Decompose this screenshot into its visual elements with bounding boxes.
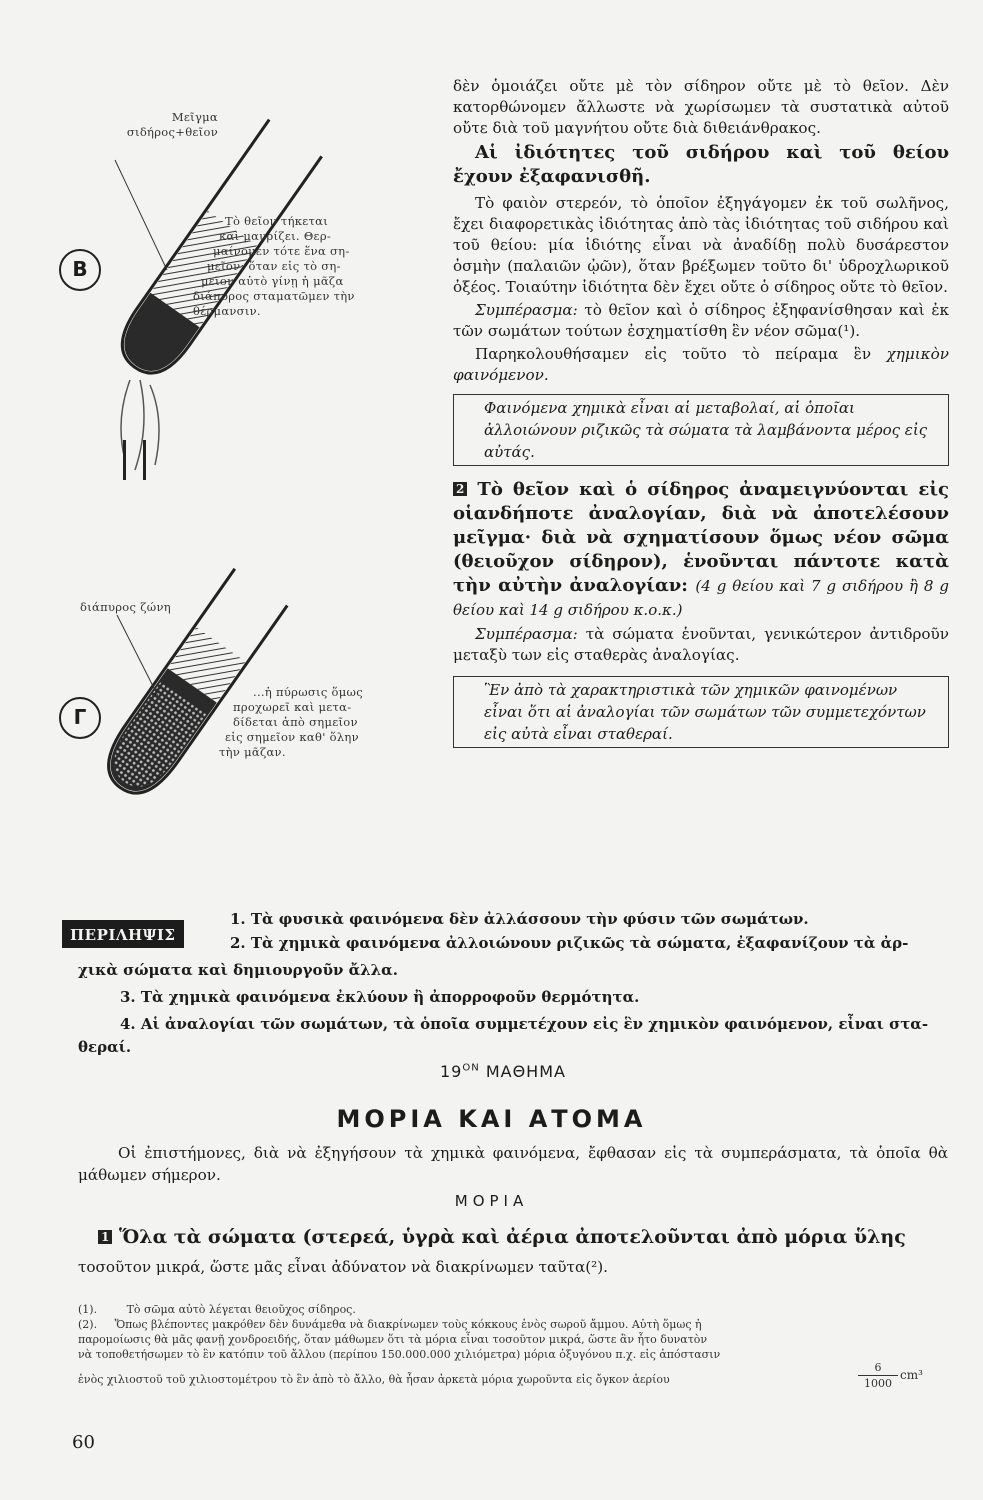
- summary-item-4a: 4. Αἱ ἀναλογίαι τῶν σωμάτων, τὰ ὁποῖα συμμετέχουν εἰς ἓν χημικὸν φαινόμενον, εἶναι στα-: [120, 1015, 929, 1033]
- figure-b-caption-line: μεῖον: ὅταν εἰς τὸ ση-: [207, 259, 341, 273]
- figure-g-caption-line: προχωρεῖ καὶ μετα-: [233, 700, 352, 714]
- summary-item-4b: θεραί.: [78, 1038, 132, 1056]
- figure-b-caption-line: θέρμανσιν.: [193, 304, 261, 318]
- lesson-number-value: 19: [440, 1062, 463, 1081]
- summary-item-1: 1. Τὰ φυσικὰ φαινόμενα δὲν ἀλλάσσουν τὴν φύσιν τῶν σωμάτων.: [230, 910, 809, 928]
- figure-b-caption-line: διάπυρος σταματῶμεν τὴν: [193, 289, 355, 303]
- conclusion-text: τὸ θεῖον καὶ ὁ σίδηρος ἐξηφανίσθησαν καὶ ἐκ τῶν σωμάτων τούτων ἐσχηματίσθη ἓν νέον σῶμα(¹).: [453, 301, 949, 340]
- fraction-numerator: 6: [858, 1360, 898, 1376]
- footnote-2-last: [78, 1372, 670, 1387]
- figure-g-caption-line: τὴν μᾶζαν.: [219, 745, 286, 759]
- lesson-number: [440, 1062, 566, 1081]
- conclusion-label: Συμπέρασμα:: [475, 625, 578, 643]
- figure-g-caption-line: εἰς σημεῖον καθ' ὅλην: [225, 730, 359, 744]
- right-column: [453, 76, 949, 748]
- conclusion-text: τὰ σώματα ἑνοῦνται, γενικώτερον ἀντιδροῦν μεταξὺ των εἰς σταθερὰς ἀναλογίας.: [453, 625, 949, 664]
- figure-g-caption: [205, 685, 435, 760]
- figure-b-caption-line: μεῖον αὐτὸ γίνῃ ἡ μᾶζα: [201, 274, 344, 288]
- paragraph-text: Παρηκολουθήσαμεν εἰς τοῦτο τὸ πείραμα ἓν: [475, 345, 872, 363]
- figure-b-top-label-line1: Μεῖγμα: [171, 110, 218, 124]
- figure-b-caption-line: μαίνομεν τότε ἕνα ση-: [213, 244, 350, 258]
- summary-item-2a: 2. Τὰ χημικὰ φαινόμενα ἀλλοιώνουν ριζικῶς τὰ σώματα, ἐξαφανίζουν τὰ ἀρ-: [230, 934, 909, 952]
- footnote-1-mark: (1).: [78, 1303, 98, 1316]
- footnote-2-mark: (2).: [78, 1318, 98, 1331]
- figure-g: [55, 560, 435, 880]
- paragraph: [453, 624, 949, 666]
- figure-b-caption-line: Τὸ θεῖον τήκεται: [225, 214, 329, 228]
- page-number: 60: [72, 1432, 95, 1453]
- footnote-fraction: [858, 1360, 898, 1391]
- definition-box: Ἓν ἀπὸ τὰ χαρακτηριστικὰ τῶν χημικῶν φαινομένων εἶναι ὅτι αἱ ἀναλογίαι τῶν σωμάτων τῶν συμμετεχόντων εἰς αὐτὰ εἶναι σταθεραί.: [453, 676, 949, 748]
- lesson-intro: Οἱ ἐπιστήμονες, διὰ νὰ ἐξηγήσουν τὰ χημικὰ φαινόμενα, ἔφθασαν εἰς τὰ συμπεράσματα, τὰ ὁποῖα θὰ μάθωμεν σήμερον.: [78, 1144, 948, 1184]
- figure-b-top-label-line2: σιδήρος+θεῖον: [126, 125, 218, 139]
- conclusion-label: Συμπέρασμα:: [475, 301, 578, 319]
- section-heading: Αἱ ἰδιότητες τοῦ σιδήρου καὶ τοῦ θείου ἔχουν ἐξαφανισθῆ.: [453, 142, 949, 187]
- lesson-section-1-rest: τοσοῦτον μικρά, ὥστε μᾶς εἶναι ἀδύνατον νὰ διακρίνωμεν ταῦτα(²).: [78, 1258, 608, 1276]
- section-number: 1: [98, 1230, 112, 1244]
- footnote-2-line: Ὅπως βλέποντες μακρόθεν δὲν δυνάμεθα νὰ διακρίνωμεν τοὺς κόκκους ἑνὸς σωροῦ ἄμμου. Αὐτὴ ὅμως ἡ: [114, 1318, 702, 1331]
- fraction-denominator: 1000: [864, 1377, 892, 1390]
- figure-g-top-label: διάπυρος ζώνη: [80, 600, 171, 614]
- figure-b-top-label: [113, 110, 218, 140]
- footnote-1-text: Τὸ σῶμα αὐτὸ λέγεται θειοῦχος σίδηρος.: [126, 1303, 356, 1316]
- footnote-2-line: παρομοίωσις θὰ μᾶς φανῇ χονδροειδής, ὅταν μάθωμεν ὅτι τὰ μόρια εἶναι τοσοῦτον μικρά, ὥστε ἂν ἦτο δυνατὸν: [78, 1333, 708, 1346]
- paragraph: [453, 344, 949, 386]
- paragraph: [453, 300, 949, 342]
- figure-g-caption-line: ...ἡ πύρωσις ὅμως: [253, 685, 363, 699]
- section-2: [453, 478, 949, 622]
- figure-b: [55, 80, 435, 480]
- figure-g-circle-label: Γ: [73, 705, 87, 729]
- footnote-unit: cm³: [900, 1368, 923, 1382]
- section-number: 2: [453, 482, 467, 496]
- summary-item-2b: χικὰ σώματα καὶ δημιουργοῦν ἄλλα.: [78, 961, 398, 979]
- figure-b-circle-label: Β: [72, 257, 88, 281]
- lesson-section-1-bold: Ὅλα τὰ σώματα (στερεά, ὑγρὰ καὶ ἀέρια ἀποτελοῦνται ἀπὸ μόρια ὕλης: [118, 1226, 906, 1248]
- footnote-2-line: νὰ τοποθετήσωμεν τὸ ἓν κατόπιν τοῦ ἄλλου (περίπου 150.000.000 χιλιόμετρα) μόρια ὀξυγόνου π.χ. εἰς ἀπόστασιν: [78, 1348, 721, 1361]
- lesson-subheading: ΜΟΡΙΑ: [454, 1192, 529, 1210]
- summary-badge: ΠΕΡΙΛΗΨΙΣ: [62, 920, 184, 948]
- lesson-word: ΜΑΘΗΜΑ: [485, 1062, 566, 1081]
- section-2-bold: Τὸ θεῖον καὶ ὁ σίδηρος ἀναμειγνύονται εἰς οἱανδήποτε ἀναλογίαν, διὰ νὰ ἀποτελέσουν μεῖγμα· διὰ νὰ σχηματίσουν ὅμως νέον σῶμα (θειοῦχον σίδηρον), ἑνοῦνται πάντοτε κατὰ τὴν αὐτὴν ἀναλογίαν:: [453, 479, 949, 596]
- figure-b-caption: [193, 214, 433, 319]
- footnote-2: [78, 1317, 958, 1362]
- lesson-title: ΜΟΡΙΑ ΚΑΙ ΑΤΟΜΑ: [336, 1105, 647, 1133]
- summary-item-3: 3. Τὰ χημικὰ φαινόμενα ἐκλύουν ἢ ἀπορροφοῦν θερμότητα.: [120, 988, 640, 1006]
- footnote-1: [78, 1302, 356, 1317]
- lesson-number-suffix: ΟΝ: [462, 1062, 480, 1074]
- figure-b-caption-line: καὶ μαυρίζει. Θερ-: [219, 229, 332, 243]
- footnote-2-line: ἑνὸς χιλιοστοῦ τοῦ χιλιοστομέτρου τὸ ἓν ἀπὸ τὸ ἄλλο, θὰ ἦσαν ἀρκετὰ μόρια χωροῦντα εἰς ὄγκον ἀερίου: [78, 1373, 670, 1386]
- paragraph-italic: χημικὸν φαινόμενον.: [453, 345, 950, 384]
- section-2-italic: (4 g θείου καὶ 7 g σιδήρου ἢ 8 g θείου καὶ 14 g σιδήρου κ.ο.κ.): [453, 577, 949, 619]
- paragraph: Τὸ φαιὸν στερεόν, τὸ ὁποῖον ἐξηγάγομεν ἐκ τοῦ σωλῆνος, ἔχει διαφορετικὰς ἰδιότητας ἀπὸ τὰς ἰδιότητας τοῦ σιδήρου καὶ τοῦ θείου: μία ἰδιότης εἶναι νὰ ἀναδίδῃ πολὺ δυσάρεστον ὀσμὴν (παλαιῶν ᾠῶν), ὅταν βρέξωμεν τοῦτο δι' ὑδροχλωρικοῦ ὀξέος. Τοιαύτην ἰδιότητα δὲν ἔχει οὔτε ὁ σίδηρος οὔτε τὸ θεῖον.: [453, 194, 949, 296]
- paragraph: δὲν ὁμοιάζει οὔτε μὲ τὸν σίδηρον οὔτε μὲ τὸ θεῖον. Δὲν κατορθώνομεν ἄλλωστε νὰ χωρίσωμεν τὰ συστατικὰ αὐτοῦ οὔτε διὰ τοῦ μαγνήτου οὔτε διὰ διθειάνθρακος.: [453, 77, 949, 137]
- figure-g-caption-line: δίδεται ἀπὸ σημεῖον: [233, 715, 358, 729]
- lesson-section-1: [98, 1226, 948, 1248]
- definition-box: Φαινόμενα χημικὰ εἶναι αἱ μεταβολαί, αἱ ὁποῖαι ἀλλοιώνουν ριζικῶς τὰ σώματα τὰ λαμβάνοντα μέρος εἰς αὐτάς.: [453, 394, 949, 466]
